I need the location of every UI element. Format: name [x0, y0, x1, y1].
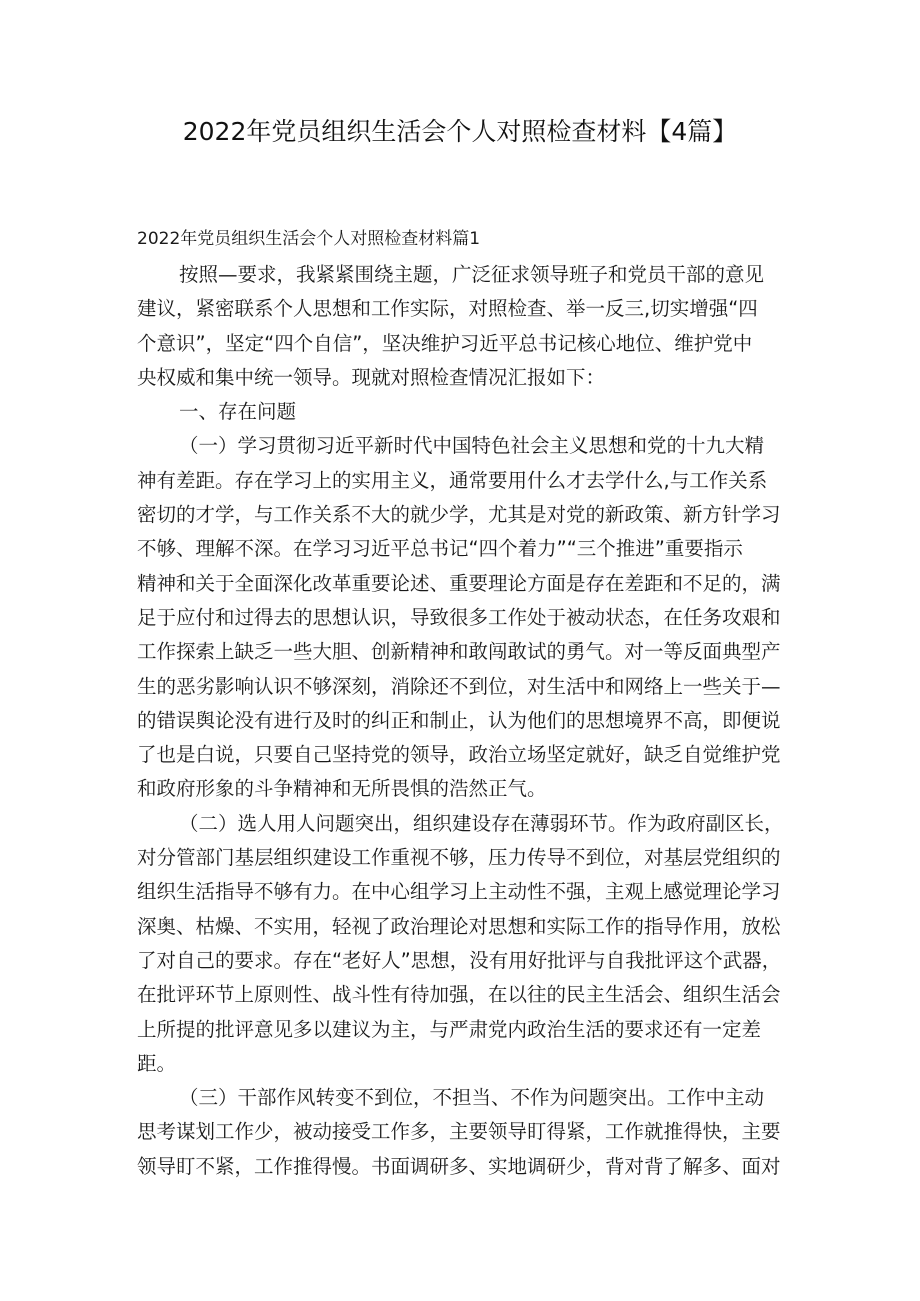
paragraph-line: 距。: [137, 1051, 177, 1075]
paragraph-line: 不够、理解不深。在学习习近平总书记“四个着力”“三个推进”重要指示: [137, 537, 743, 561]
paragraph-line: 在批评环节上原则性、战斗性有待加强，在以往的民主生活会、组织生活会: [137, 983, 781, 1007]
paragraph-line: 工作探索上缺乏一些大胆、创新精神和敢闯敢试的勇气。对一等反面典型产: [137, 640, 781, 664]
paragraph-line: 对分管部门基层组织建设工作重视不够，压力传导不到位，对基层党组织的: [137, 846, 781, 870]
paragraph-line: 和政府形象的斗争精神和无所畏惧的浩然正气。: [137, 777, 547, 801]
document-body: [137, 258, 797, 1184]
paragraph-line: 了对自己的要求。存在“老好人”思想，没有用好批评与自我批评这个武器，: [137, 948, 782, 972]
paragraph-line: 上所提的批评意见多以建议为主，与严肃党内政治生活的要求还有一定差: [137, 1017, 762, 1041]
paragraph-line: 足于应付和过得去的思想认识，导致很多工作处于被动状态，在任务攻艰和: [137, 605, 781, 629]
paragraph-line: （二）选人用人问题突出，组织建设存在薄弱环节。作为政府副区长，: [179, 811, 784, 835]
paragraph-line: （三）干部作风转变不到位，不担当、不作为问题突出。工作中主动: [179, 1086, 765, 1110]
paragraph-line: 建议，紧密联系个人思想和工作实际，对照检查、举一反三,切实增强“四: [137, 297, 758, 321]
paragraph-line: 的错误舆论没有进行及时的纠正和制止，认为他们的思想境界不高，即便说: [137, 708, 781, 732]
paragraph-line: 个意识”，坚定“四个自信”，坚决维护习近平总书记核心地位、维护党中: [137, 331, 753, 355]
paragraph-line: 密切的才学，与工作关系不大的就少学，尤其是对党的新政策、新方针学习: [137, 503, 781, 527]
section-heading: 一、存在问题: [179, 400, 297, 424]
paragraph-line: 神有差距。存在学习上的实用主义，通常要用什么才去学什么,与工作关系: [137, 468, 768, 492]
section-subtitle: 2022年党员组织生活会个人对照检查材料篇1: [137, 229, 481, 249]
paragraph-line: 按照—要求，我紧紧围绕主题，广泛征求领导班子和党员干部的意见: [179, 263, 765, 286]
paragraph-line: 深奥、枯燥、不实用，轻视了政治理论对思想和实际工作的指导作用，放松: [137, 914, 781, 938]
paragraph-line: 央权威和集中统一领导。现就对照检查情况汇报如下：: [137, 365, 606, 389]
paragraph-line: 生的恶劣影响认识不够深刻，消除还不到位，对生活中和网络上一些关于—: [137, 674, 781, 698]
paragraph-line: 精神和关于全面深化改革重要论述、重要理论方面是存在差距和不足的，满: [137, 571, 781, 595]
paragraph-line: 领导盯不紧，工作推得慢。书面调研多、实地调研少，背对背了解多、面对: [137, 1154, 781, 1178]
document-title: 2022年党员组织生活会个人对照检查材料【4篇】: [182, 117, 738, 146]
paragraph-line: 思考谋划工作少，被动接受工作多，主要领导盯得紧，工作就推得快，主要: [137, 1120, 781, 1144]
paragraph-line: 组织生活指导不够有力。在中心组学习上主动性不强，主观上感觉理论学习: [137, 880, 781, 904]
paragraph-line: 了也是白说，只要自己坚持党的领导，政治立场坚定就好，缺乏自觉维护党: [137, 743, 781, 767]
paragraph-line: （一）学习贯彻习近平新时代中国特色社会主义思想和党的十九大精: [179, 434, 765, 458]
